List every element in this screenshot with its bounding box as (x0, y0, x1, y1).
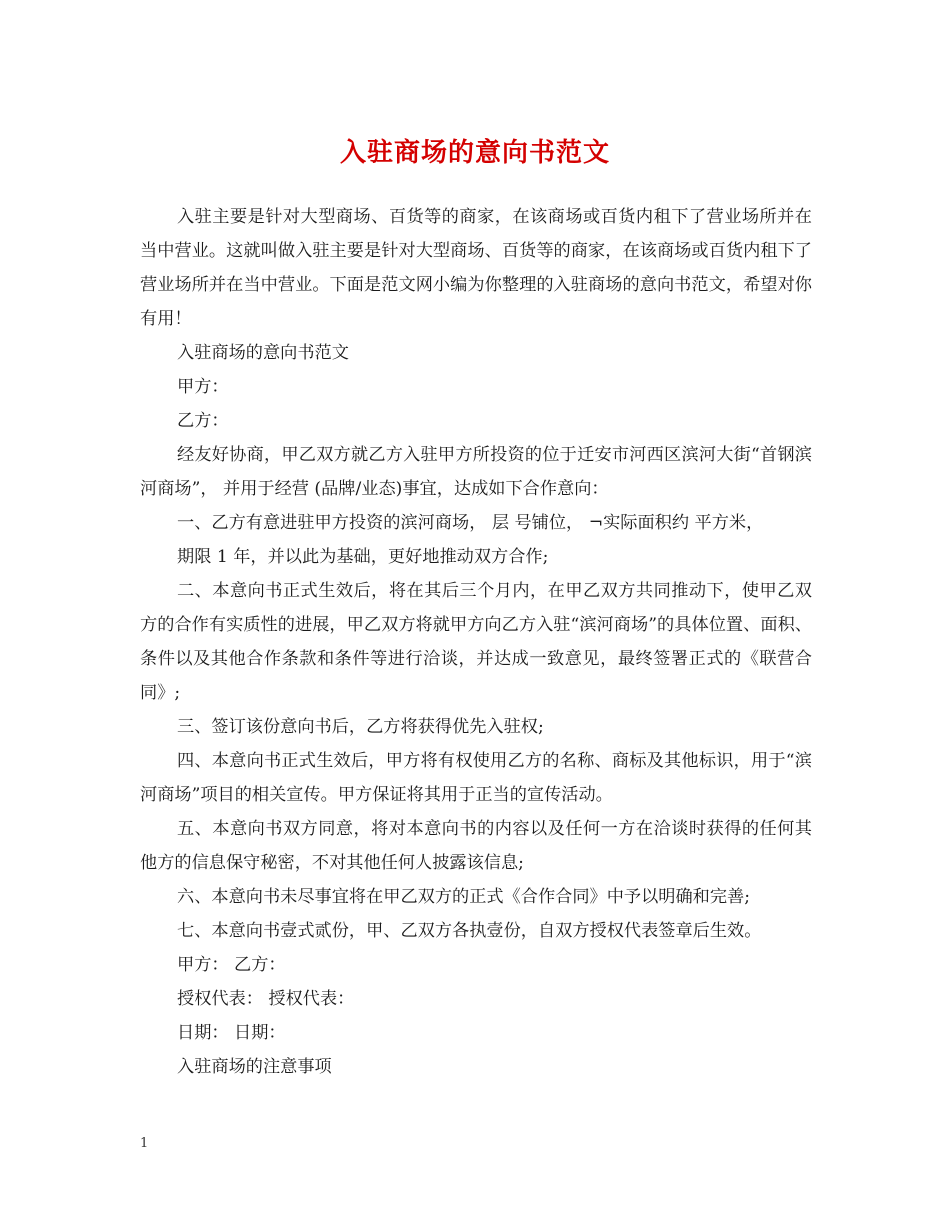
clause-7: 七、本意向书壹式贰份，甲、乙双方各执壹份，自双方授权代表签章后生效。 (177, 921, 762, 941)
intro-paragraph: 入驻主要是针对大型商场、百货等的商家，在该商场或百货内租下了营业场所并在当中营业。这就叫做入驻主要是针对大型商场、百货等的商家，在该商场或百货内租下了营业场所并在当中营业。下面是范文网小编为你整理的入驻商场的意向书范文，希望对你有用！ (140, 207, 812, 329)
page-title: 入驻商场的意向书范文 (339, 138, 610, 168)
clause-2: 二、本意向书正式生效后，将在其后三个月内，在甲乙双方共同推动下，使甲乙双方的合作有实质性的进展，甲乙双方将就甲方向乙方入驻“滨河商场”的具体位置、面积、条件以及其他合作条款和条件等进行洽谈，并达成一致意见，最终签署正式的《联营合同》; (140, 581, 812, 703)
clause-3: 三、签订该份意向书后，乙方将获得优先入驻权; (177, 717, 544, 737)
party-a-line: 甲方： (177, 377, 229, 397)
section-heading: 入驻商场的意向书范文 (177, 343, 349, 363)
signature-representatives: 授权代表： 授权代表： (177, 989, 355, 1009)
document-body (140, 200, 812, 1084)
clause-5: 五、本意向书双方同意，将对本意向书的内容以及任何一方在洽谈时获得的任何其他方的信息保守秘密，不对其他任何人披露该信息; (140, 819, 812, 873)
page-number: 1 (140, 1136, 149, 1151)
signature-parties: 甲方： 乙方： (177, 955, 286, 975)
notes-heading: 入驻商场的注意事项 (177, 1057, 332, 1077)
signature-dates: 日期： 日期： (177, 1023, 286, 1043)
clause-6: 六、本意向书未尽事宜将在甲乙双方的正式《合作合同》中予以明确和完善; (177, 887, 750, 907)
clause-1: 一、乙方有意进驻甲方投资的滨河商场， 层 号铺位， ¬实际面积约 平方米， (177, 513, 764, 533)
clause-4: 四、本意向书正式生效后，甲方将有权使用乙方的名称、商标及其他标识，用于“滨河商场”项目的相关宣传。甲方保证将其用于正当的宣传活动。 (140, 751, 812, 805)
party-b-line: 乙方： (177, 411, 229, 431)
clause-1-term: 期限 1 年，并以此为基础，更好地推动双方合作; (177, 547, 549, 567)
preamble-paragraph: 经友好协商，甲乙双方就乙方入驻甲方所投资的位于迁安市河西区滨河大街“首钢滨河商场”， 并用于经营 (品牌/业态)事宜，达成如下合作意向： (140, 445, 812, 499)
